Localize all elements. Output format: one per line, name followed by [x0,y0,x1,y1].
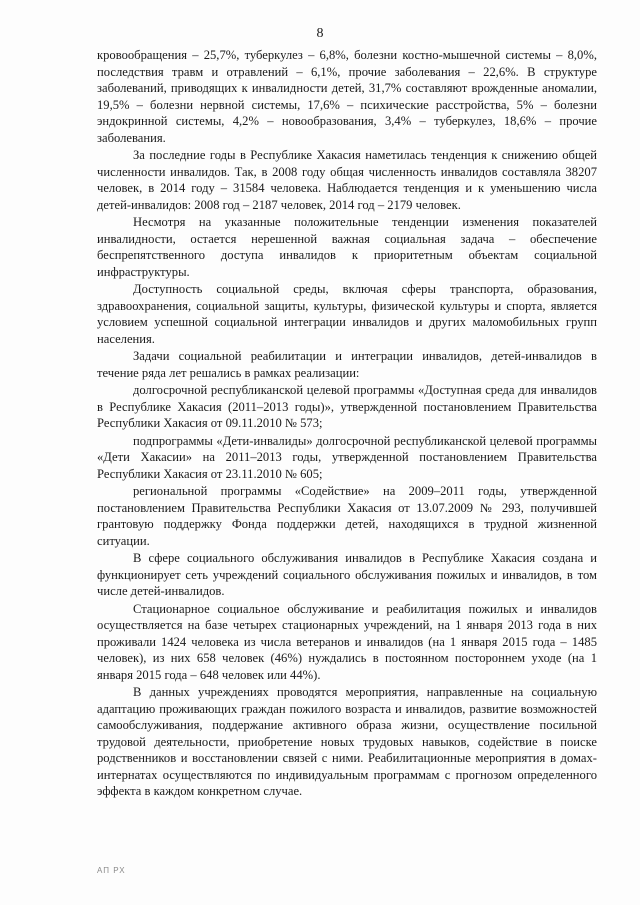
paragraph-rehabilitation-tasks: Задачи социальной реабилитации и интеграции инвалидов, детей-инвалидов в течение ряда лет решались в рамках реализации: [97,349,597,380]
paragraph-social-environment: Доступность социальной среды, включая сферы транспорта, образования, здравоохранения, социальной защиты, культуры, физической культуры и спорта, является условием успешной социальной интеграции инвалидов и других маломобильных групп населения. [97,282,597,346]
paragraph-program-children: подпрограммы «Дети-инвалиды» долгосрочной республиканской целевой программы «Дети Хакасии» на 2011–2013 годы, утвержденной постановлением Правительства Республики Хакасия от 23.11.2010 № 605; [97,433,597,481]
paragraph-disease-structure: кровообращения – 25,7%, туберкулез – 6,8%, болезни костно-мышечной системы – 8,0%, последствия травм и отравлений – 6,1%, прочие заболевания – 22,6%. В структуре заболеваний, приводящих к инвалидности детей, 31,7% составляют врожденные аномалии, 19,5% – болезни нервной системы, 17,6% – психические расстройства, 5% – болезни эндокринной системы, 4,2% – новообразования, 3,4% – туберкулез, 18,6% – прочие заболевания. [97,48,597,145]
paragraph-social-services: В сфере социального обслуживания инвалидов в Республике Хакасия создана и функционирует сеть учреждений социального обслуживания пожилых и инвалидов, в том числе детей-инвалидов. [97,551,597,598]
paragraph-disability-trend: За последние годы в Республике Хакасия наметилась тенденция к снижению общей численности инвалидов. Так, в 2008 году общая численность инвалидов составляла 38207 человек, в 2014 году – 31584 человека. Наблюдается тенденция и к уменьшению числа детей-инвалидов: 2008 год – 2187 человек, 2014 год – 2179 человек. [97,148,597,212]
paragraph-institution-activities: В данных учреждениях проводятся мероприятия, направленные на социальную адаптацию проживающих граждан пожилого возраста и инвалидов, развитие возможностей самообслуживания, поддержание активного образа жизни, осуществление посильной трудовой деятельности, приобретение новых трудовых навыков, содействие в поиске родственников и восстановлении связей с ними. Реабилитационные мероприятия в домах-интернатах осуществляются по индивидуальным программам с прогнозом определенного эффекта в каждом конкретном случае. [97,685,597,798]
body-text [97,47,597,801]
paragraph-program-sodeystvie: региональной программы «Содействие» на 2009–2011 годы, утвержденной постановлением Правительства Республики Хакасия от 13.07.2009 № 293, получившей грантовую поддержку Фонда поддержки детей, находящихся в трудной жизненной ситуации. [97,484,597,548]
paragraph-program-accessible-environment: долгосрочной республиканской целевой программы «Доступная среда для инвалидов в Республике Хакасия (2011–2013 годы)», утвержденной постановлением Правительства Республики Хакасия от 09.11.2010 № 573; [97,383,597,430]
footer-mark: АП РХ [97,866,126,875]
paragraph-accessibility-task: Несмотря на указанные положительные тенденции изменения показателей инвалидности, остается нерешенной важная социальная задача – обеспечение беспрепятственного доступа инвалидов к приоритетным объектам социальной инфраструктуры. [97,215,597,279]
paragraph-stationary-care: Стационарное социальное обслуживание и реабилитация пожилых и инвалидов осуществляется на базе четырех стационарных учреждений, на 1 января 2013 года в них проживали 1424 человека из числа ветеранов и инвалидов (на 1 января 2015 года – 1485 человек), из них 658 человек (46%) нуждались в постоянном постороннем уходе (на 1 января 2015 года – 648 человек или 44%). [97,601,597,682]
page-number: 8 [316,26,324,41]
